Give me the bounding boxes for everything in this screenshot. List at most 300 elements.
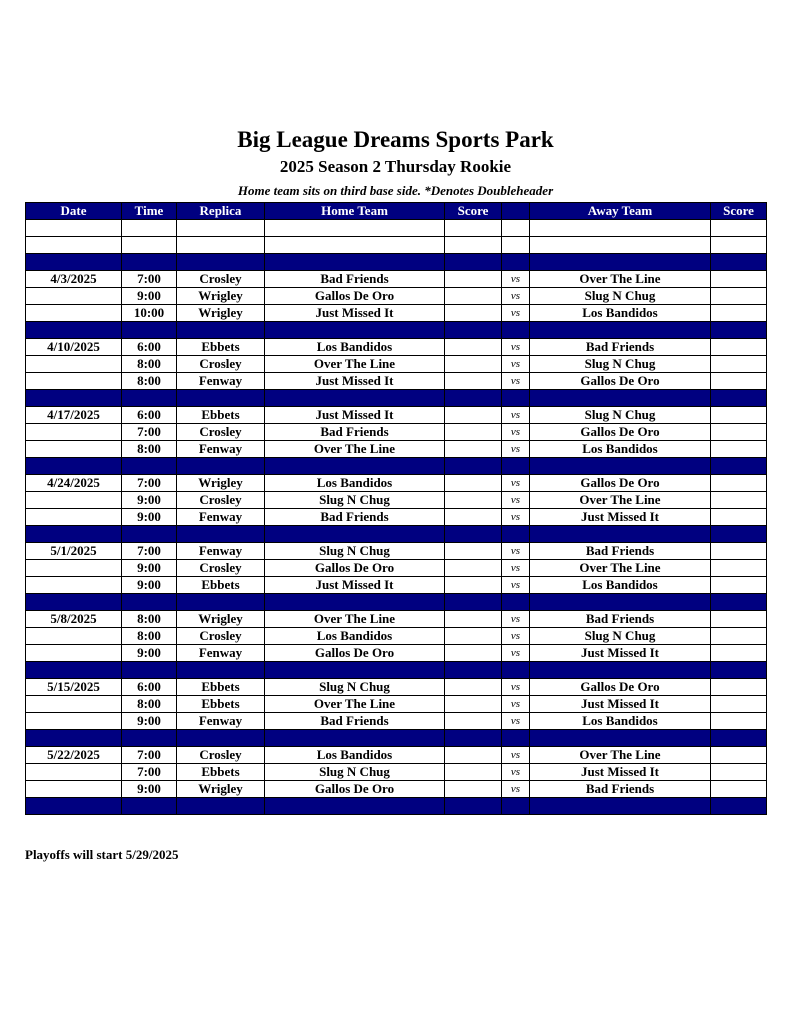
- away-score: [711, 679, 767, 696]
- game-replica: Crosley: [177, 747, 265, 764]
- away-score: [711, 356, 767, 373]
- empty-cell: [530, 390, 711, 407]
- empty-cell: [122, 322, 177, 339]
- game-row: [26, 611, 767, 628]
- empty-cell: [445, 662, 502, 679]
- game-replica: Crosley: [177, 560, 265, 577]
- game-replica: Wrigley: [177, 781, 265, 798]
- empty-cell: [265, 458, 445, 475]
- empty-cell: [26, 254, 122, 271]
- game-date: 4/3/2025: [26, 271, 122, 288]
- away-team: Just Missed It: [530, 509, 711, 526]
- away-team: Slug N Chug: [530, 356, 711, 373]
- game-date: [26, 509, 122, 526]
- empty-cell: [26, 458, 122, 475]
- empty-cell: [530, 526, 711, 543]
- vs-label: vs: [502, 407, 530, 424]
- away-score: [711, 781, 767, 798]
- vs-label: vs: [502, 628, 530, 645]
- empty-cell: [445, 526, 502, 543]
- game-time: 9:00: [122, 560, 177, 577]
- home-score: [445, 305, 502, 322]
- empty-cell: [530, 254, 711, 271]
- away-score: [711, 696, 767, 713]
- game-replica: Fenway: [177, 373, 265, 390]
- game-date: [26, 288, 122, 305]
- empty-cell: [502, 458, 530, 475]
- game-replica: Wrigley: [177, 288, 265, 305]
- game-date: 5/22/2025: [26, 747, 122, 764]
- away-score: [711, 577, 767, 594]
- empty-cell: [265, 220, 445, 237]
- empty-cell: [265, 322, 445, 339]
- empty-cell: [177, 254, 265, 271]
- empty-cell: [445, 458, 502, 475]
- blank-row: [26, 237, 767, 254]
- game-date: [26, 713, 122, 730]
- empty-cell: [122, 254, 177, 271]
- game-row: [26, 645, 767, 662]
- empty-cell: [530, 458, 711, 475]
- home-team: Just Missed It: [265, 577, 445, 594]
- away-score: [711, 645, 767, 662]
- home-score: [445, 577, 502, 594]
- game-date: [26, 441, 122, 458]
- week-separator-row: [26, 390, 767, 407]
- game-time: 9:00: [122, 288, 177, 305]
- home-team: Over The Line: [265, 441, 445, 458]
- playoffs-note: Playoffs will start 5/29/2025: [25, 847, 179, 862]
- empty-cell: [26, 662, 122, 679]
- away-team: Los Bandidos: [530, 441, 711, 458]
- away-score: [711, 288, 767, 305]
- home-score: [445, 611, 502, 628]
- away-score: [711, 628, 767, 645]
- game-time: 7:00: [122, 475, 177, 492]
- game-row: [26, 271, 767, 288]
- empty-cell: [445, 730, 502, 747]
- vs-label: vs: [502, 747, 530, 764]
- empty-cell: [122, 662, 177, 679]
- game-time: 8:00: [122, 441, 177, 458]
- home-team: Bad Friends: [265, 271, 445, 288]
- away-team: Over The Line: [530, 271, 711, 288]
- empty-cell: [177, 458, 265, 475]
- game-row: [26, 543, 767, 560]
- empty-cell: [711, 526, 767, 543]
- empty-cell: [711, 594, 767, 611]
- vs-label: vs: [502, 373, 530, 390]
- game-replica: Fenway: [177, 509, 265, 526]
- blank-row: [26, 220, 767, 237]
- empty-cell: [265, 237, 445, 254]
- game-date: [26, 764, 122, 781]
- col-header-away-score: Score: [711, 203, 767, 220]
- home-score: [445, 645, 502, 662]
- empty-cell: [26, 526, 122, 543]
- away-score: [711, 713, 767, 730]
- week-separator-row: [26, 662, 767, 679]
- game-time: 9:00: [122, 713, 177, 730]
- game-date: [26, 492, 122, 509]
- game-replica: Fenway: [177, 645, 265, 662]
- empty-cell: [265, 798, 445, 815]
- game-replica: Fenway: [177, 543, 265, 560]
- game-row: [26, 305, 767, 322]
- empty-cell: [26, 237, 122, 254]
- empty-cell: [177, 798, 265, 815]
- col-header-home-score: Score: [445, 203, 502, 220]
- away-score: [711, 764, 767, 781]
- game-time: 8:00: [122, 696, 177, 713]
- away-team: Gallos De Oro: [530, 679, 711, 696]
- away-team: Gallos De Oro: [530, 373, 711, 390]
- away-team: Bad Friends: [530, 339, 711, 356]
- game-time: 8:00: [122, 611, 177, 628]
- game-row: [26, 356, 767, 373]
- page-subtitle: 2025 Season 2 Thursday Rookie: [279, 157, 512, 176]
- away-score: [711, 492, 767, 509]
- home-team: Slug N Chug: [265, 543, 445, 560]
- game-row: [26, 696, 767, 713]
- home-score: [445, 271, 502, 288]
- home-team: Gallos De Oro: [265, 781, 445, 798]
- game-replica: Ebbets: [177, 764, 265, 781]
- home-team: Gallos De Oro: [265, 645, 445, 662]
- col-header-home-team: Home Team: [265, 203, 445, 220]
- game-replica: Wrigley: [177, 305, 265, 322]
- game-row: [26, 577, 767, 594]
- game-date: 5/1/2025: [26, 543, 122, 560]
- home-score: [445, 441, 502, 458]
- vs-label: vs: [502, 424, 530, 441]
- empty-cell: [502, 390, 530, 407]
- col-header-replica: Replica: [177, 203, 265, 220]
- empty-cell: [530, 322, 711, 339]
- home-team: Just Missed It: [265, 305, 445, 322]
- empty-cell: [122, 594, 177, 611]
- empty-cell: [711, 220, 767, 237]
- away-score: [711, 339, 767, 356]
- empty-cell: [711, 390, 767, 407]
- empty-cell: [265, 390, 445, 407]
- empty-cell: [530, 594, 711, 611]
- game-time: 7:00: [122, 747, 177, 764]
- game-time: 7:00: [122, 543, 177, 560]
- home-score: [445, 628, 502, 645]
- empty-cell: [502, 237, 530, 254]
- empty-cell: [265, 254, 445, 271]
- empty-cell: [445, 254, 502, 271]
- game-date: [26, 577, 122, 594]
- game-time: 6:00: [122, 679, 177, 696]
- game-date: [26, 356, 122, 373]
- vs-label: vs: [502, 713, 530, 730]
- week-separator-row: [26, 526, 767, 543]
- game-date: 4/10/2025: [26, 339, 122, 356]
- game-date: 4/24/2025: [26, 475, 122, 492]
- game-row: [26, 679, 767, 696]
- home-score: [445, 696, 502, 713]
- home-team: Bad Friends: [265, 713, 445, 730]
- home-score: [445, 492, 502, 509]
- game-time: 6:00: [122, 339, 177, 356]
- away-score: [711, 424, 767, 441]
- vs-label: vs: [502, 356, 530, 373]
- empty-cell: [265, 594, 445, 611]
- col-header-away-team: Away Team: [530, 203, 711, 220]
- empty-cell: [122, 798, 177, 815]
- away-team: Just Missed It: [530, 645, 711, 662]
- schedule-table: [25, 202, 767, 815]
- home-score: [445, 764, 502, 781]
- away-score: [711, 407, 767, 424]
- empty-cell: [711, 730, 767, 747]
- empty-cell: [265, 526, 445, 543]
- empty-cell: [122, 458, 177, 475]
- home-team: Slug N Chug: [265, 679, 445, 696]
- home-team: Los Bandidos: [265, 628, 445, 645]
- home-team: Just Missed It: [265, 373, 445, 390]
- game-row: [26, 441, 767, 458]
- empty-cell: [530, 730, 711, 747]
- away-team: Los Bandidos: [530, 305, 711, 322]
- home-team: Bad Friends: [265, 424, 445, 441]
- week-separator-row: [26, 458, 767, 475]
- away-team: Slug N Chug: [530, 288, 711, 305]
- game-replica: Ebbets: [177, 407, 265, 424]
- schedule-note: Home team sits on third base side. *Denotes Doubleheader: [237, 183, 554, 198]
- header-row: [26, 203, 767, 220]
- col-header-date: Date: [26, 203, 122, 220]
- game-date: 5/8/2025: [26, 611, 122, 628]
- empty-cell: [177, 390, 265, 407]
- game-date: [26, 373, 122, 390]
- vs-label: vs: [502, 339, 530, 356]
- away-team: Los Bandidos: [530, 713, 711, 730]
- game-replica: Crosley: [177, 271, 265, 288]
- game-time: 9:00: [122, 781, 177, 798]
- away-team: Gallos De Oro: [530, 475, 711, 492]
- game-date: [26, 424, 122, 441]
- game-replica: Crosley: [177, 356, 265, 373]
- game-row: [26, 509, 767, 526]
- empty-cell: [530, 237, 711, 254]
- game-time: 7:00: [122, 424, 177, 441]
- empty-cell: [445, 322, 502, 339]
- empty-cell: [122, 526, 177, 543]
- empty-cell: [502, 662, 530, 679]
- empty-cell: [711, 662, 767, 679]
- vs-label: vs: [502, 645, 530, 662]
- empty-cell: [177, 662, 265, 679]
- empty-cell: [711, 237, 767, 254]
- game-date: [26, 696, 122, 713]
- game-date: [26, 645, 122, 662]
- home-team: Slug N Chug: [265, 492, 445, 509]
- vs-label: vs: [502, 679, 530, 696]
- empty-cell: [26, 322, 122, 339]
- game-time: 7:00: [122, 271, 177, 288]
- home-team: Slug N Chug: [265, 764, 445, 781]
- game-row: [26, 747, 767, 764]
- away-team: Over The Line: [530, 560, 711, 577]
- away-score: [711, 747, 767, 764]
- game-replica: Crosley: [177, 628, 265, 645]
- vs-label: vs: [502, 764, 530, 781]
- game-replica: Fenway: [177, 713, 265, 730]
- home-score: [445, 509, 502, 526]
- empty-cell: [445, 390, 502, 407]
- away-team: Just Missed It: [530, 764, 711, 781]
- week-separator-row: [26, 798, 767, 815]
- empty-cell: [530, 220, 711, 237]
- home-score: [445, 407, 502, 424]
- week-separator-row: [26, 594, 767, 611]
- away-team: Over The Line: [530, 747, 711, 764]
- empty-cell: [502, 526, 530, 543]
- empty-cell: [177, 730, 265, 747]
- home-score: [445, 713, 502, 730]
- home-team: Gallos De Oro: [265, 560, 445, 577]
- page-title: Big League Dreams Sports Park: [237, 127, 554, 152]
- vs-label: vs: [502, 577, 530, 594]
- empty-cell: [502, 798, 530, 815]
- empty-cell: [502, 594, 530, 611]
- away-team: Bad Friends: [530, 543, 711, 560]
- game-replica: Crosley: [177, 492, 265, 509]
- vs-label: vs: [502, 509, 530, 526]
- game-row: [26, 781, 767, 798]
- game-row: [26, 560, 767, 577]
- game-time: 9:00: [122, 645, 177, 662]
- empty-cell: [502, 220, 530, 237]
- game-row: [26, 373, 767, 390]
- game-time: 9:00: [122, 577, 177, 594]
- vs-label: vs: [502, 492, 530, 509]
- home-score: [445, 475, 502, 492]
- empty-cell: [177, 594, 265, 611]
- game-row: [26, 475, 767, 492]
- empty-cell: [711, 254, 767, 271]
- vs-label: vs: [502, 560, 530, 577]
- game-row: [26, 288, 767, 305]
- game-row: [26, 339, 767, 356]
- vs-label: vs: [502, 611, 530, 628]
- empty-cell: [26, 594, 122, 611]
- game-replica: Ebbets: [177, 679, 265, 696]
- away-score: [711, 509, 767, 526]
- home-team: Gallos De Oro: [265, 288, 445, 305]
- empty-cell: [502, 730, 530, 747]
- away-team: Slug N Chug: [530, 628, 711, 645]
- game-replica: Ebbets: [177, 339, 265, 356]
- away-team: Just Missed It: [530, 696, 711, 713]
- game-row: [26, 628, 767, 645]
- home-score: [445, 679, 502, 696]
- empty-cell: [177, 526, 265, 543]
- week-separator-row: [26, 254, 767, 271]
- vs-label: vs: [502, 781, 530, 798]
- empty-cell: [122, 730, 177, 747]
- game-replica: Ebbets: [177, 696, 265, 713]
- week-separator-row: [26, 730, 767, 747]
- away-score: [711, 611, 767, 628]
- home-team: Bad Friends: [265, 509, 445, 526]
- empty-cell: [26, 730, 122, 747]
- home-score: [445, 339, 502, 356]
- empty-cell: [265, 662, 445, 679]
- home-score: [445, 356, 502, 373]
- away-score: [711, 475, 767, 492]
- vs-label: vs: [502, 441, 530, 458]
- game-date: [26, 560, 122, 577]
- away-score: [711, 543, 767, 560]
- away-score: [711, 373, 767, 390]
- schedule-body: [26, 220, 767, 815]
- vs-label: vs: [502, 305, 530, 322]
- game-date: [26, 781, 122, 798]
- empty-cell: [177, 322, 265, 339]
- home-score: [445, 560, 502, 577]
- game-row: [26, 407, 767, 424]
- game-time: 8:00: [122, 373, 177, 390]
- vs-label: vs: [502, 271, 530, 288]
- game-replica: Fenway: [177, 441, 265, 458]
- home-score: [445, 543, 502, 560]
- empty-cell: [502, 322, 530, 339]
- game-replica: Wrigley: [177, 475, 265, 492]
- away-team: Los Bandidos: [530, 577, 711, 594]
- game-row: [26, 424, 767, 441]
- away-score: [711, 305, 767, 322]
- empty-cell: [711, 322, 767, 339]
- home-team: Los Bandidos: [265, 475, 445, 492]
- week-separator-row: [26, 322, 767, 339]
- vs-label: vs: [502, 543, 530, 560]
- away-score: [711, 560, 767, 577]
- empty-cell: [445, 594, 502, 611]
- col-header-time: Time: [122, 203, 177, 220]
- empty-cell: [445, 220, 502, 237]
- empty-cell: [122, 220, 177, 237]
- game-time: 8:00: [122, 628, 177, 645]
- empty-cell: [177, 237, 265, 254]
- home-team: Over The Line: [265, 696, 445, 713]
- away-score: [711, 271, 767, 288]
- empty-cell: [177, 220, 265, 237]
- away-team: Bad Friends: [530, 611, 711, 628]
- game-date: [26, 628, 122, 645]
- game-time: 6:00: [122, 407, 177, 424]
- home-score: [445, 747, 502, 764]
- home-score: [445, 424, 502, 441]
- empty-cell: [530, 662, 711, 679]
- empty-cell: [26, 798, 122, 815]
- game-time: 9:00: [122, 492, 177, 509]
- empty-cell: [502, 254, 530, 271]
- empty-cell: [445, 237, 502, 254]
- vs-label: vs: [502, 288, 530, 305]
- away-team: Slug N Chug: [530, 407, 711, 424]
- empty-cell: [711, 798, 767, 815]
- away-score: [711, 441, 767, 458]
- game-date: 4/17/2025: [26, 407, 122, 424]
- empty-cell: [26, 390, 122, 407]
- col-header-vs: [502, 203, 530, 220]
- game-replica: Wrigley: [177, 611, 265, 628]
- empty-cell: [445, 798, 502, 815]
